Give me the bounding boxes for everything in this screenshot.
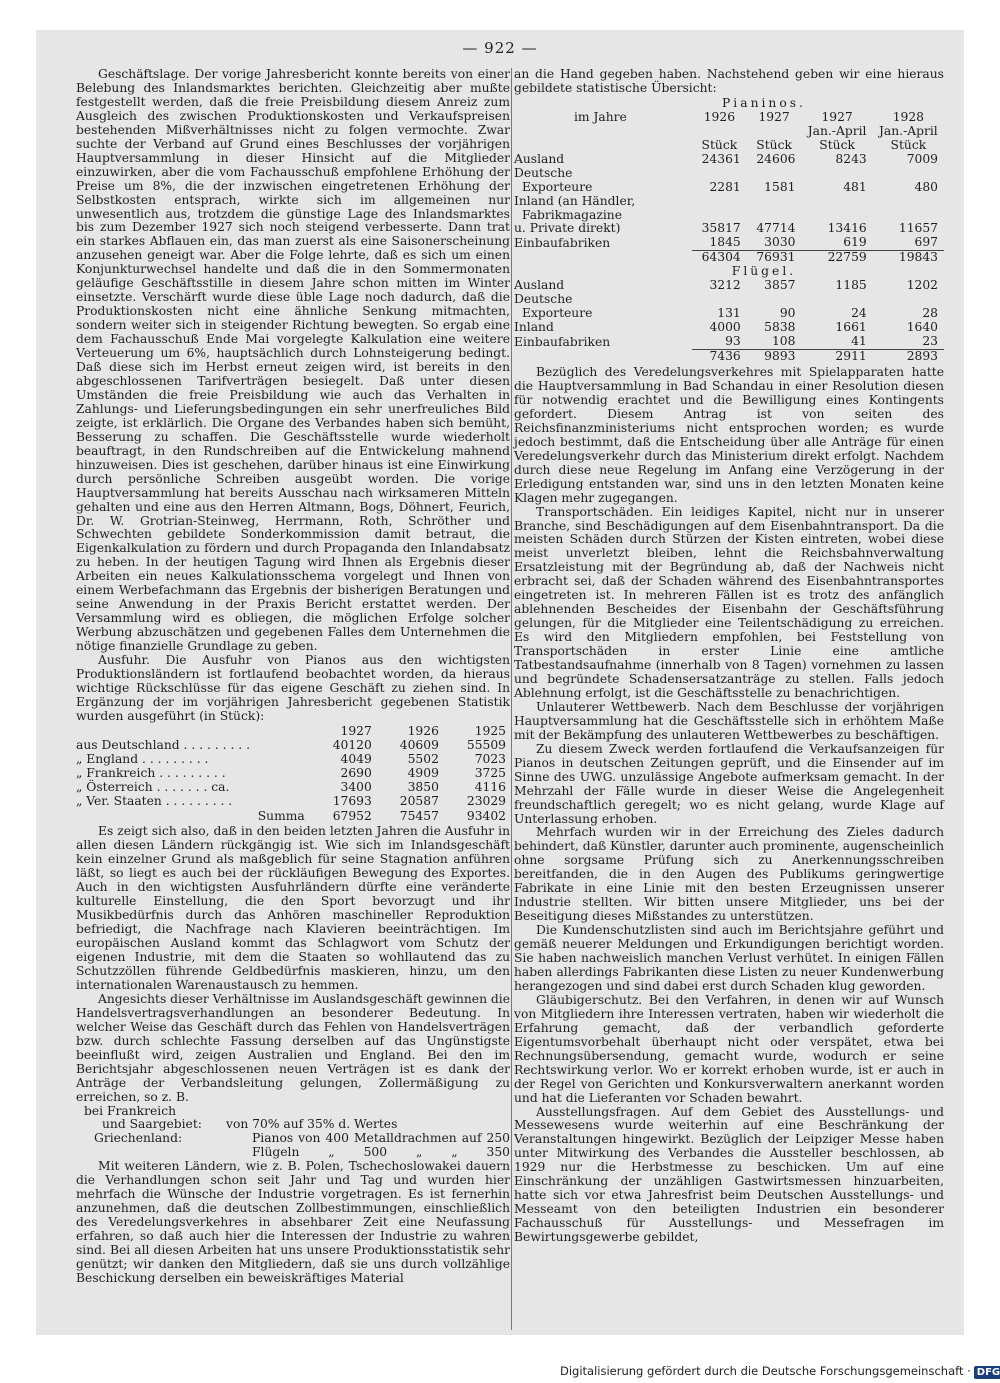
table-row: Fabrikmagazine xyxy=(522,207,622,222)
paragraph-uebersicht: an die Hand gegeben haben. Nachstehend geben wir eine hieraus gebildete statistische Übersicht: xyxy=(514,67,944,95)
paragraph-kuenstler: Mehrfach wurden wir in der Erreichung des Zieles dadurch behindert, daß Künstler, darunter auch prominente, augenscheinlich ohne sorgsame Prüfung sich zu Anerkennungsschreiben bereitfanden, die in den Augen des Publikums geringwertige Fabrikate in eine Linie mit den besten Erzeugnissen unserer Industrie stellten. Wir bitten unsere Mitglieder, uns bei der Beseitigung dieses Mißstandes zu unterstützen. xyxy=(514,825,944,924)
im-jahre-label: im Jahre xyxy=(574,109,627,124)
saargebiet-text: von 70% auf 35% d. Wertes xyxy=(226,1117,398,1132)
paragraph-unlauterer-wettbewerb: Unlauterer Wettbewerb. Nach dem Beschlusse der vorjährigen Hauptversammlung hat die Geschäftsstelle sich in erhöhtem Maße mit der Bekämpfung des unlauteren Wettbewerbes zu beschäftigen. xyxy=(514,699,944,742)
export-row: „ Ver. Staaten . . . . . . . . . 17693 20587 23029 xyxy=(76,793,506,808)
export-year-1926: 1926 xyxy=(407,723,439,738)
frankreich-label: bei Frankreich xyxy=(84,1103,176,1118)
paragraph-ausstellungsfragen: Ausstellungsfragen. Auf dem Gebiet des Ausstellungs- und Messewesens wurde weiterhin auf eine Beschränkung der Veranstaltungen hingewirkt. Bezüglich der Leipziger Messe haben unter Mitwirkung des Verbandes die Aussteller beschlossen, ab 1929 nur die Herbstmesse zu beschicken. Um auf eine Einschränkung der unzähligen Gastwirtsmessen hinzuarbeiten, hatte sich vor etwa Jahresfrist beim Deutschen Ausstellungs- und Messeamt von den beteiligten Industrien ein besonderer Fachausschuß für Ausstellungs- und Messefragen im Bewirtungsgewerbe gebildet, xyxy=(514,1104,944,1245)
footer-credit xyxy=(560,1364,1000,1379)
paragraph-glaeubigerschutz: Gläubigerschutz. Bei den Verfahren, in denen wir auf Wunsch von Mitgliedern ihre Interessen vertraten, haben wir wiederholt die Erfahrung gemacht, daß der verbandlich geforderte Eigentumsvorbehalt überhaupt nicht oder verspätet, etwa bei Rechnungsübersendung, gemacht wurde, wodurch er seine Rechtswirkung verlor. Wo er korrekt erhoben wurde, ist er auch in der Regel von Gerichten und Konkursverwaltern anerkannt worden und hat die Lieferanten vor Schaden bewahrt. xyxy=(514,992,944,1105)
table-row: u. Private direkt) 35817 47714 13416 11657 xyxy=(514,221,938,236)
fluegel-title: Flügel. xyxy=(731,264,797,279)
table-row: Deutsche xyxy=(514,292,573,307)
header-1927: 1927 xyxy=(758,109,790,124)
export-row: aus Deutschland . . . . . . . . . 40120 40609 55509 xyxy=(76,737,506,752)
table-row: Deutsche xyxy=(514,165,573,180)
export-year-1927: 1927 xyxy=(340,723,372,738)
export-table xyxy=(76,725,510,824)
export-row: „ England . . . . . . . . . 4049 5502 7023 xyxy=(76,751,506,766)
right-column xyxy=(514,68,944,1245)
export-sum-row: Summa 67952 75457 93402 xyxy=(257,808,506,823)
table-row: Ausland 3212 3857 1185 1202 xyxy=(514,278,938,293)
table-row: Ausland 24361 24606 8243 7009 xyxy=(514,151,938,166)
export-row: „ Frankreich . . . . . . . . . 2690 4909 3725 xyxy=(76,765,506,780)
header-1928-janapril: 1928 xyxy=(892,109,924,124)
export-table-header xyxy=(76,725,510,739)
page-number: — 922 — xyxy=(462,39,538,57)
export-year-1925: 1925 xyxy=(474,723,506,738)
column-divider xyxy=(511,68,512,1330)
paragraph-verkaufsanzeigen: Zu diesem Zweck werden fortlaufend die Verkaufsanzeigen für Pianos in deutschen Zeitungen geprüft, und die Einsender auf im Sinne des UWG. unzulässige Angebote aufmerksam gemacht. In der Mehrzahl der Fälle wurde in dieser Weise die Angelegenheit freundschaftlich geregelt; wo es nicht gelang, wurde Klage auf Unterlassung erhoben. xyxy=(514,741,944,826)
paragraph-veredelungsverkehr: Bezüglich des Veredelungsverkehres mit Spielapparaten hatte die Hauptversammlung in Bad Schandau in einer Resolution diesen für notwendig erachtet und die Bewilligung eines Kontingents gefordert. Diesem Antrag ist von seiten des Reichsfinanzministeriums nicht entsprochen worden; es wurde jedoch bestimmt, daß die Entscheidung über alle Anträge für einen Veredelungsverkehr durch das Ministerium direkt erfolgt. Nachdem durch diese neue Regelung im Anfang eine Verzögerung in der Erledigung entstanden war, sind uns in den letzten Monaten keine Klagen mehr zugegangen. xyxy=(514,365,944,505)
header-1926: 1926 xyxy=(703,109,736,124)
table-row: Inland 4000 5838 1661 1640 xyxy=(514,320,938,335)
table-row: Exporteure 2281 1581 481 480 xyxy=(522,179,938,194)
pianinos-table: Pianinos. im Jahre 1926 1927 1927 1928 Jan.-April Jan.-April Stück Stück Stück Stück Ausland 24361 24606 8243 7009 Deutsche Exporteure 2281 1581 481 480 Inland (an Händler, Fabrikmagazine u. Private direkt) 35817 47714 13416 11657 Einbaufabriken 1845 3030 619 697 64304 76931 22759 19843 Flügel. Ausland 3212 3857 1185 1202 Deutsche Exporteure 131 90 24 28 Inland 4000 5838 1661 1640 Einbaufabriken 93 108 41 23 7436 9893 2911 2893 xyxy=(514,97,944,364)
paragraph-rueckgang: Es zeigt sich also, daß in den beiden letzten Jahren die Ausfuhr in allen diesen Ländern rückgängig ist. Wie sich im Inlandsgeschäft kein einzelner Grund als maßgeblich für seine Stagnation anführen läßt, so liegt es auch bei der rückläufigen Bewegung des Exportes. Auch in den wichtigsten Ausfuhrländern dürfte eine veränderte kulturelle Einstellung, die den Sport bevorzugt und ihr Musikbedürfnis durch das Anhören maschineller Reproduktion befriedigt, die Nachfrage nach Klavieren beeinträchtigen. Im europäischen Ausland kommt das Schlagwort vom Schutz der eigenen Industrie, mit dem die Staaten so wohllautend das zu Schutzzöllen führende Geldbedürfnis maskieren, hinzu, um den internationalen Warenaustausch zu hemmen. xyxy=(76,824,510,992)
paragraph-kundenschutzlisten: Die Kundenschutzlisten sind auch im Berichtsjahre geführt und gemäß neuerer Meldungen und Erkundigungen berichtigt worden. Sie haben nachweislich manchen Verlust verhütet. In einigen Fällen haben allerdings Fabrikanten diese Listen zu neuer Kundenwerbung herangezogen und sind dabei erst durch Schaden klug geworden. xyxy=(514,923,944,993)
dfg-logo: DFG xyxy=(974,1366,1000,1379)
pianinos-total-row: 64304 76931 22759 19843 xyxy=(514,251,944,265)
left-column xyxy=(76,68,510,1286)
export-row: „ Österreich . . . . . . . ca. 3400 3850 4116 xyxy=(76,779,506,794)
table-row: Inland (an Händler, xyxy=(514,193,636,208)
table-row: Exporteure 131 90 24 28 xyxy=(522,306,938,321)
tariff-list xyxy=(76,1105,510,1161)
paragraph-transportschaeden: Transportschäden. Ein leidiges Kapitel, nicht nur in unserer Branche, sind Beschädigungen auf dem Eisenbahntransport. Da die meisten Schäden durch Stürzen der Kisten eintreten, wobei diese meist unverletzt bleiben, lehnt die Reichsbahnverwaltung Ersatzleistung mit der Begründung ab, daß der Nachweis nicht erbracht sei, daß der Schaden während des Eisenbahntransportes eingetreten ist. In mehreren Fällen ist es trotz des anfänglich ablehnenden Bescheides der Eisenbahn der Geschäftsführung gelungen, für die Mitglieder eine Teilentschädigung zu erreichen. Es wird den Mitgliedern empfohlen, bei Feststellung von Transportschäden in erster Linie eine amtliche Tatbestandsaufnahme (innerhalb von 8 Tagen) vornehmen zu lassen und begründete Schadensersatzanträge zu stellen. Falls jedoch Ablehnung erfolgt, ist die Geschäftsstelle zu benachrichtigen. xyxy=(514,504,944,700)
paragraph-geschaeftslage: Geschäftslage. Der vorige Jahresbericht konnte bereits von einer Belebung des Inlandsmarktes berichten. Gleichzeitig aber mußte festgestellt werden, daß die freie Preisbildung diesem Anreiz zum Ausgleich des zwischen Produktionskosten und Verkaufspreisen bestehenden Mißverhältnisses nicht zu folgen vermochte. Zwar suchte der Verband auf Grund eines Beschlusses der vorjährigen Hauptversammlung in dieser Hinsicht auf die Mitglieder einzuwirken, aber die vom Fachausschuß empfohlene Erhöhung der Preise um 8%, die der inzwischen eingetretenen Erhöhung der Selbstkosten entsprach, wirkte sich im allgemeinen nur unwesentlich aus, trotzdem die günstige Lage des Inlandsmarktes bis zum Dezember 1927 sich noch steigend verbesserte. Dann trat ein starkes Abflauen ein, das man zuerst als eine Saisonerscheinung anzusehen geneigt war. Aber die Folge lehrte, daß es sich um einen Konjunkturwechsel handelte und daß die in den Sommermonaten geläufige Geschäftsstille in diesem Jahre schon mitten im Winter einsetzte. Verschärft wurde diese üble Lage noch dadurch, daß die Produktionskosten nicht eine ähnliche Senkung mitmachten, sondern weiter sich in steigender Richtung bewegten. So ergab eine dem Fachausschuß Ende Mai vorgelegte Kalkulation eine weitere Verteuerung um 6%, hauptsächlich durch Lohnsteigerung bedingt. Daß diese sich im Herbst erneut zeigen wird, ist bereits in den abgeschlossenen Tarifverträgen besiegelt. Daß unter diesen Umständen die freie Preisbildung wie auch das Verhalten in Zahlungs- und Lieferungsbedingungen ein sehr unerfreuliches Bild zeigte, ist erklärlich. Die Organe des Verbandes haben sich bemüht, Besserung zu schaffen. Die Geschäftsstelle wurde wiederholt beauftragt, in den Rundschreiben auf die Entwickelung mahnend hinzuweisen. Dies ist geschehen, darüber hinaus ist eine Einwirkung durch persönliche Schreiben ausgeübt worden. Die vorige Hauptversammlung hat bereits Ausschau nach wirksameren Mitteln gehalten und eine aus den Herren Altmann, Bogs, Döhnert, Feurich, Dr. W. Grotrian-Steinweg, Herrmann, Roth, Schröther und Schwechten gebildete Sonderkommission damit betraut, die Eigenkalkulation zu fördern und durch Propaganda den Inlandabsatz zu heben. In der heutigen Tagung wird Ihnen als Ergebnis dieser Arbeiten ein neues Kalkulationsschema vorgelegt und Ihnen von einem Werbefachmann das Ergebnis der bisherigen Beratungen und seine Anwendung in der Praxis Bericht erstattet werden. Der Versammlung wird es obliegen, die möglichen Erfolge solcher Werbung abzuschätzen und gegebenen Falles dem Unternehmen die nötige finanzielle Grundlage zu geben. xyxy=(76,67,510,654)
griechenland-label: Griechenland: xyxy=(94,1131,183,1146)
scanned-page xyxy=(36,30,964,1335)
table-row: Einbaufabriken 93 108 41 23 xyxy=(514,334,938,349)
paragraph-handelsvertraege: Angesichts dieser Verhältnisse im Auslandsgeschäft gewinnen die Handelsvertragsverhandlungen an besonderer Bedeutung. In welcher Weise das Geschäft durch das Fehlen von Handelsverträgen bzw. durch schlechte Fassung derselben auf das Ungünstigste beeinflußt wird, zeigen Australien und England. Bei den im Berichtsjahr abgeschlossenen neuen Verträgen ist es dank der Anträge der Verbandsleitung gelungen, Zollermäßigung zu erreichen, so z. B. xyxy=(76,991,510,1104)
paragraph-weitere-laender: Mit weiteren Ländern, wie z. B. Polen, Tschechoslowakei dauern die Verhandlungen schon seit Jahr und Tag und wurden hier mehrfach die Wünsche der Industrie vorgetragen. Es ist fernerhin anzunehmen, daß die deutschen Zollbestimmungen, einschließlich des Veredelungsverkehres in absehbarer Zeit eine Neufassung erfahren, so daß auch hier die Interessen der Industrie zu wahren sind. Bei all diesen Arbeiten hat uns unsere Produktionsstatistik sehr genützt; wir danken den Mitgliedern, daß sie uns durch vollzählige Beschickung derselben ein beweiskräftiges Material xyxy=(76,1159,510,1285)
griechenland-pianos: Pianos von 400 Metalldrachmen auf 250 xyxy=(252,1131,510,1146)
fluegel-total-row: 7436 9893 2911 2893 xyxy=(514,350,944,364)
griechenland-fluegeln: Flügeln „ 500 „ „ 350 xyxy=(252,1145,510,1160)
header-1927-janapril: 1927 xyxy=(821,109,853,124)
saargebiet-label: und Saargebiet: xyxy=(102,1117,202,1132)
footer-text: Digitalisierung gefördert durch die Deutsche Forschungsgemeinschaft · xyxy=(560,1364,971,1378)
paragraph-ausfuhr: Ausfuhr. Die Ausfuhr von Pianos aus den wichtigsten Produktionsländern ist fortlaufend beobachtet worden, da hieraus wichtige Rückschlüsse für das eigene Geschäft zu ziehen sind. In Ergänzung der im vorjährigen Jahresbericht gegebenen Statistik wurden ausgeführt (in Stück): xyxy=(76,653,510,723)
pianinos-title: Pianinos. xyxy=(722,95,806,110)
table-row: Einbaufabriken 1845 3030 619 697 xyxy=(514,235,938,250)
